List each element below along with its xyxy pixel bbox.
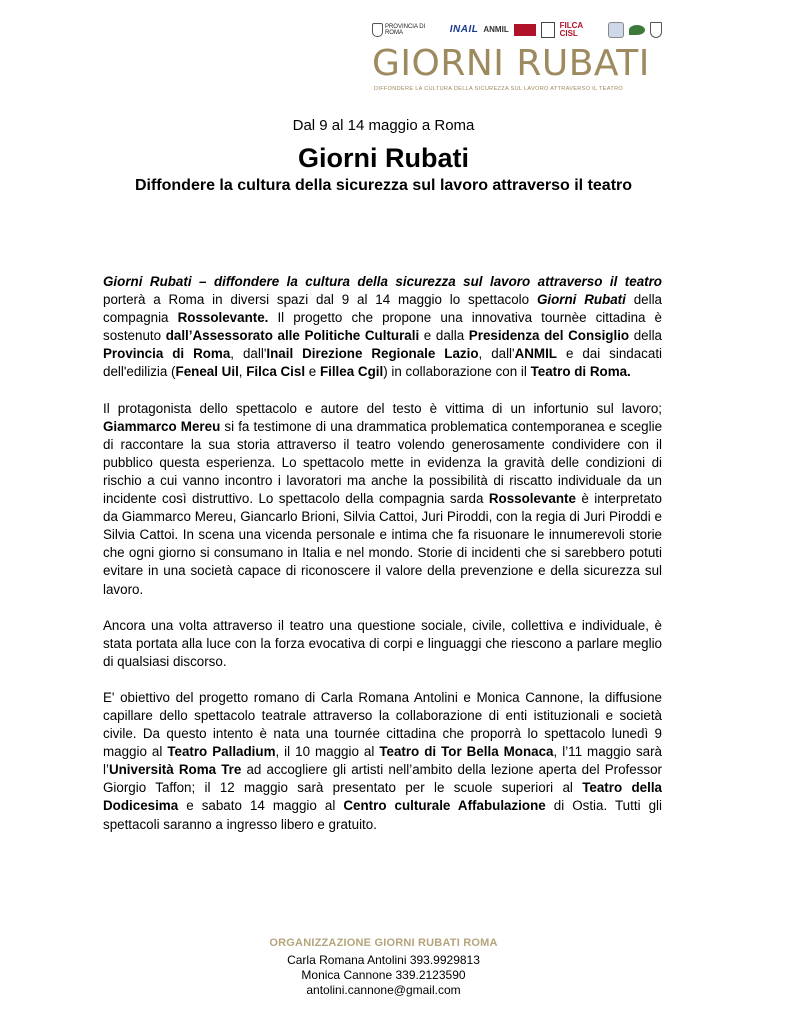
text-run: della compagnia — [103, 292, 663, 326]
text-run: e sabato 14 maggio al — [178, 798, 344, 814]
text-run: Provincia di Roma — [103, 346, 231, 362]
fillea-emblem-logo — [541, 22, 555, 38]
text-run: Teatro di Roma. — [530, 364, 631, 380]
text-run: ANMIL — [514, 346, 557, 362]
brand-tagline: DIFFONDERE LA CULTURA DELLA SICUREZZA SUL LAVORO ATTRAVERSO IL TEATRO — [374, 86, 624, 92]
inail-logo: INAIL — [449, 24, 479, 35]
text-run: Giorni Rubati – diffondere la cultura della sicurezza sul lavoro attraverso il teatro — [103, 274, 662, 289]
text-run: Università Roma Tre — [108, 762, 242, 778]
text-run: , l’11 maggio sarà l’ — [103, 744, 662, 778]
text-run: , dall' — [478, 346, 515, 362]
page-subtitle: Diffondere la cultura della sicurezza sul lavoro attraverso il teatro — [134, 177, 633, 194]
crest-icon — [372, 23, 383, 37]
paragraph-4 — [103, 689, 662, 834]
text-run: porterà a Roma in diversi spazi dal 9 al 14 maggio lo spettacolo — [103, 292, 537, 308]
text-run: Fillea Cgil — [319, 364, 384, 380]
text-run: e dai sindacati dell'edilizia ( — [103, 346, 663, 380]
text-run: Presidenza del Consiglio — [468, 328, 630, 344]
filca-cisl-logo: FILCA CISL — [559, 21, 583, 38]
paragraph-2 — [103, 400, 662, 599]
text-run: e dalla — [419, 328, 469, 344]
text-run: dall’Assessorato alle Politiche Culturali — [165, 328, 420, 344]
text-run: Centro culturale Affabulazione — [343, 798, 546, 814]
text-run: Giammarco Mereu — [103, 418, 221, 434]
text-run: Rossolevante. — [177, 310, 269, 326]
provincia-logo-text: PROVINCIA DI ROMA — [384, 24, 426, 36]
text-run: e — [305, 364, 320, 380]
partner-logos — [372, 16, 662, 44]
article-body — [103, 273, 662, 852]
municipal-crest-icon — [650, 22, 662, 38]
footer-organization: ORGANIZZAZIONE GIORNI RUBATI ROMA — [269, 937, 498, 949]
text-run: , il 10 maggio al — [275, 744, 380, 760]
brand-title: GIORNI RUBATI — [372, 43, 650, 84]
text-run: di Ostia. Tutti gli spettacoli saranno a ingresso libero e gratuito. — [103, 798, 662, 832]
text-run: Inail Direzione Regionale Lazio — [266, 346, 479, 362]
text-run: Giorni Rubati — [536, 292, 626, 308]
text-run: Rossolevante — [488, 491, 576, 507]
text-run: , — [238, 364, 247, 380]
feneal-uil-logo — [514, 24, 536, 36]
text-run: E' obiettivo del progetto romano di Carla Romana Antolini e Monica Cannone, la diffusione capillare dello spettacolo teatrale attraverso la collaborazione di enti istituzionali e società civile. Da questo intento è nata una tournée cittadina che proporrà lo spettacolo lunedì 9 maggio al — [103, 689, 662, 760]
paragraph-1 — [103, 273, 662, 382]
provincia-di-roma-logo — [372, 23, 445, 37]
text-run: si fa testimone di una drammatica problematica contemporanea e sceglie di raccontare la sua storia attraverso il teatro volendo generosamente condividere con il pubblico questa esperienza. Lo spettacolo mette in evidenza la gravità delle condizioni di rischio a cui vanno incontro i lavoratori ma anche la possibilità di riscatto individuale da un incidente così distruttivo. Lo spettacolo della compagnia sarda — [103, 418, 663, 507]
text-run: Feneal Uil — [175, 364, 239, 380]
footer-contact-antolini: Carla Romana Antolini 393.9929813 — [287, 953, 480, 967]
text-run: Teatro della Dodicesima — [103, 780, 662, 814]
footer-contact-cannone: Monica Cannone 339.2123590 — [301, 968, 466, 982]
text-run: ad accogliere gli artisti nell’ambito della lezione aperta del Professor Giorgio Taffon; il 12 maggio sarà presentato per le scuole superiori al — [103, 762, 662, 796]
event-date-line: Dal 9 al 14 maggio a Roma — [292, 117, 475, 134]
text-run: Il protagonista dello spettacolo e autore del testo è vittima di un infortunio sul lavoro; — [103, 400, 662, 416]
text-run: Ancora una volta attraverso il teatro una questione sociale, civile, collettiva e individuale, è stata portata alla luce con la forza evocativa di corpi e linguaggi che riescono a parlare meglio di qualsiasi discorso. — [103, 617, 662, 669]
text-run: Teatro di Tor Bella Monaca — [379, 744, 554, 760]
anmil-logo: ANMIL — [483, 25, 509, 34]
text-run: Teatro Palladium — [167, 744, 276, 760]
text-run: Il progetto che propone una innovativa tournèe cittadina è sostenuto — [103, 310, 662, 344]
text-run: è interpretato da Giammarco Mereu, Giancarlo Brioni, Silvia Cattoi, Juri Piroddi, con la regia di Juri Piroddi e Silvia Cattoi. In scena una vicenda personale e intima che fa risuonare le innumerevoli storie che ogni giorno si consumano in Italia e nel mondo. Storie di incidenti che si sarebbero potuti evitare in una società capace di riconoscere il valore della prevenzione e della sicurezza sul lavoro. — [103, 491, 662, 597]
footer-email[interactable]: antolini.cannone@gmail.com — [306, 983, 461, 997]
fillea-cgil-logo — [608, 22, 624, 38]
text-run: ) in collaborazione con il — [383, 364, 531, 380]
leaf-icon — [629, 25, 645, 35]
text-run: , dall' — [230, 346, 267, 362]
paragraph-3 — [103, 617, 662, 671]
contact-footer — [0, 937, 767, 998]
page-title: Giorni Rubati — [298, 143, 469, 173]
text-run: Filca Cisl — [246, 364, 306, 380]
text-run: della — [629, 328, 663, 344]
